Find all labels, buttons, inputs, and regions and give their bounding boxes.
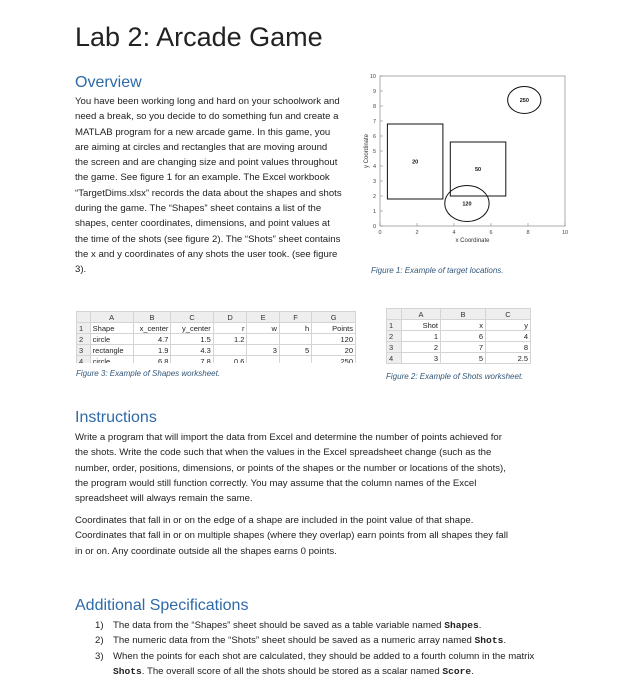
sheet-row — [387, 331, 531, 342]
sheet-cell: 8 — [486, 342, 531, 353]
row-number: 3 — [77, 345, 91, 356]
sheet-cell: 7.8 — [171, 356, 213, 364]
overview-paragraph — [75, 94, 375, 278]
sheet-row — [77, 323, 356, 334]
y-tick-label: 2 — [372, 194, 376, 200]
instructions-line: Write a program that will import the data from Excel and determine the number of points achieved for — [75, 432, 502, 443]
overview-line: shapes, center coordinates, dimensions, and point values at — [75, 218, 330, 230]
column-header-row — [77, 312, 356, 323]
target-points-label: 250 — [519, 98, 529, 104]
spec-text — [113, 635, 506, 646]
sheet-cell: 3 — [402, 353, 441, 364]
sheet-cell: 120 — [312, 334, 356, 345]
y-tick-label: 1 — [372, 209, 376, 215]
sheet-cell: x — [441, 320, 486, 331]
figure3-caption: Figure 3: Example of Shapes worksheet. — [76, 369, 221, 378]
sheet-cell: 0.6 — [213, 356, 247, 364]
overview-line: “TargetDims.xlsx” records the data about the shapes and shots — [75, 187, 342, 199]
figure1-caption: Figure 1: Example of target locations. — [371, 266, 504, 275]
page-title: Lab 2: Arcade Game — [75, 22, 323, 52]
sheet-cell: Shot — [402, 320, 441, 331]
sheet-cell: 1 — [402, 331, 441, 342]
sheet-cell: 1.9 — [133, 345, 171, 356]
target-points-label: 120 — [462, 201, 472, 208]
spec-item — [95, 618, 565, 633]
spec-number: 1) — [95, 620, 104, 631]
column-header-row — [387, 309, 531, 320]
sheet-row — [77, 334, 356, 345]
overview-line: 3). — [75, 264, 87, 276]
y-axis-label: y Coordinate — [364, 133, 370, 169]
additional-specs-heading: Additional Specifications — [75, 597, 249, 614]
spec-variable: Score — [442, 665, 472, 677]
sheet-row — [387, 320, 531, 331]
sheet-cell: x_center — [133, 323, 171, 334]
overview-line: are aiming at circles and rectangles that are moving around — [75, 141, 328, 153]
overview-line: the time of the shots (see figure 2). The “Shots” sheet contains — [75, 233, 341, 245]
spec-number: 3) — [95, 650, 104, 662]
instructions-line: the shots. Write the code such that when the values in the Excel spreadsheet change (such as the — [75, 447, 492, 459]
instructions-line: Coordinates that fall in or on multiple shapes (where they overlap) earn points from all shapes they fall — [75, 530, 509, 542]
spec-number: 2) — [95, 635, 104, 647]
specs-list — [95, 618, 565, 679]
spec-text-part: . The overall score of all the shots should be stored as a scalar named — [141, 665, 443, 677]
shapes-worksheet — [76, 311, 356, 363]
sheet-cell: 7 — [441, 342, 486, 353]
spec-item — [95, 633, 565, 648]
sheet-cell: 1.5 — [171, 334, 213, 345]
sheet-cell: 3 — [247, 345, 279, 356]
instructions-line: number, order, positions, dimensions, or points of the shapes or the number or locations of the shots), — [75, 462, 506, 474]
column-header: A — [90, 312, 133, 323]
target-points-label: 50 — [474, 167, 482, 173]
column-header: E — [247, 312, 279, 323]
y-tick-label: 3 — [372, 179, 376, 185]
sheet-cell: 20 — [312, 345, 356, 356]
column-header: C — [486, 309, 531, 320]
target-locations-chart — [360, 68, 575, 268]
column-header — [387, 309, 402, 320]
overview-line: MATLAB program for a new arcade game. In this game, you — [75, 126, 331, 138]
column-header: F — [279, 312, 311, 323]
instructions-line: spreadsheet will always remain the same. — [75, 493, 253, 505]
plot-frame — [380, 76, 565, 226]
y-tick-label: 5 — [372, 149, 376, 155]
column-header: B — [441, 309, 486, 320]
instructions-line: in or on. Any coordinate outside all the shapes earns 0 points. — [75, 545, 337, 557]
x-tick-label: 4 — [452, 230, 456, 236]
x-tick-label: 10 — [561, 230, 569, 236]
row-number: 2 — [77, 334, 91, 345]
sheet-row — [77, 345, 356, 356]
sheet-cell: 4.3 — [171, 345, 213, 356]
row-number: 2 — [387, 331, 402, 342]
spec-variable: Shots — [474, 635, 504, 647]
sheet-cell — [279, 334, 311, 345]
spec-text-part: When the points for each shot are calculated, they should be added to a fourth column in the matrix — [113, 650, 535, 662]
spec-text-part: . — [478, 620, 482, 631]
spec-text — [113, 651, 534, 677]
sheet-cell: h — [279, 323, 311, 334]
row-number: 1 — [77, 323, 91, 334]
sheet-cell: 1.2 — [213, 334, 247, 345]
overview-heading: Overview — [75, 74, 142, 91]
x-tick-label: 2 — [415, 230, 419, 236]
sheet-cell: 6 — [441, 331, 486, 342]
sheet-cell: 2.5 — [486, 353, 531, 364]
sheet-cell — [247, 356, 279, 364]
sheet-cell — [279, 356, 311, 364]
sheet-cell: 5 — [279, 345, 311, 356]
sheet-cell: Shape — [90, 323, 133, 334]
y-tick-label: 0 — [372, 224, 376, 230]
column-header: D — [213, 312, 247, 323]
sheet-cell: 4.7 — [133, 334, 171, 345]
overview-line: the game. See figure 1 for an example. The Excel workbook — [75, 172, 330, 184]
sheet-cell — [213, 345, 247, 356]
sheet-cell: y — [486, 320, 531, 331]
sheet-cell: 250 — [312, 356, 356, 364]
spec-text-part: . — [503, 635, 507, 647]
row-number: 3 — [387, 342, 402, 353]
spec-variable: Shots — [113, 665, 142, 677]
overview-line: the screen and are changing size and point values throughout — [75, 157, 338, 169]
row-number: 4 — [77, 356, 91, 364]
row-number: 1 — [387, 320, 402, 331]
sheet-cell: rectangle — [90, 345, 133, 356]
sheet-cell: Points — [312, 323, 356, 334]
sheet-cell: 4 — [486, 331, 531, 342]
figure2-caption: Figure 2: Example of Shots worksheet. — [386, 372, 524, 381]
overview-line: You have been working long and hard on your schoolwork and — [75, 96, 340, 107]
overview-line: the x and y coordinates of any shots the user took. (see figure — [75, 248, 338, 260]
y-tick-label: 7 — [372, 119, 376, 125]
x-tick-label: 0 — [378, 230, 382, 236]
y-tick-label: 4 — [372, 164, 376, 170]
column-header: C — [171, 312, 213, 323]
spec-item — [95, 649, 565, 680]
sheet-cell: circle — [90, 356, 133, 364]
instructions-line: the program would still function correctly. You may assume that the column names of the Excel — [75, 477, 477, 489]
shots-worksheet — [386, 308, 534, 366]
target-points-label: 20 — [412, 159, 419, 166]
sheet-row — [387, 342, 531, 353]
sheet-cell: 2 — [402, 342, 441, 353]
sheet-row — [77, 356, 356, 364]
column-header: G — [312, 312, 356, 323]
column-header — [77, 312, 91, 323]
spec-text-part: The numeric data from the “Shots” sheet should be saved as a numeric array named — [113, 635, 475, 647]
y-tick-label: 10 — [369, 74, 376, 80]
spec-variable: Shapes — [444, 620, 479, 631]
sheet-cell: y_center — [171, 323, 213, 334]
instructions-line: Coordinates that fall in or on the edge of a shape are included in the point value of that shape. — [75, 515, 474, 526]
sheet-cell: 6.8 — [133, 356, 171, 364]
instructions-paragraph-2 — [75, 513, 565, 559]
overview-line: during the game. The “Shapes” sheet contains a list of the — [75, 203, 322, 215]
instructions-paragraph-1 — [75, 430, 565, 506]
instructions-heading: Instructions — [75, 409, 157, 426]
y-tick-label: 9 — [372, 89, 376, 95]
row-number: 4 — [387, 353, 402, 364]
spec-text — [113, 620, 481, 631]
sheet-cell: circle — [90, 334, 133, 345]
spec-text-part: . — [471, 665, 474, 677]
y-tick-label: 8 — [372, 104, 376, 110]
x-tick-label: 8 — [526, 230, 530, 236]
sheet-cell: 5 — [441, 353, 486, 364]
spec-text-part: The data from the “Shapes” sheet should be saved as a table variable named — [113, 620, 445, 631]
column-header: A — [402, 309, 441, 320]
overview-line: need a break, so you decide to do something fun and create a — [75, 111, 339, 123]
sheet-cell — [247, 334, 279, 345]
sheet-row — [387, 353, 531, 364]
column-header: B — [133, 312, 171, 323]
x-tick-label: 6 — [489, 230, 493, 236]
x-axis-label: x Coordinate — [455, 238, 490, 244]
sheet-cell: r — [213, 323, 247, 334]
sheet-cell: w — [247, 323, 279, 334]
y-tick-label: 6 — [372, 134, 376, 140]
